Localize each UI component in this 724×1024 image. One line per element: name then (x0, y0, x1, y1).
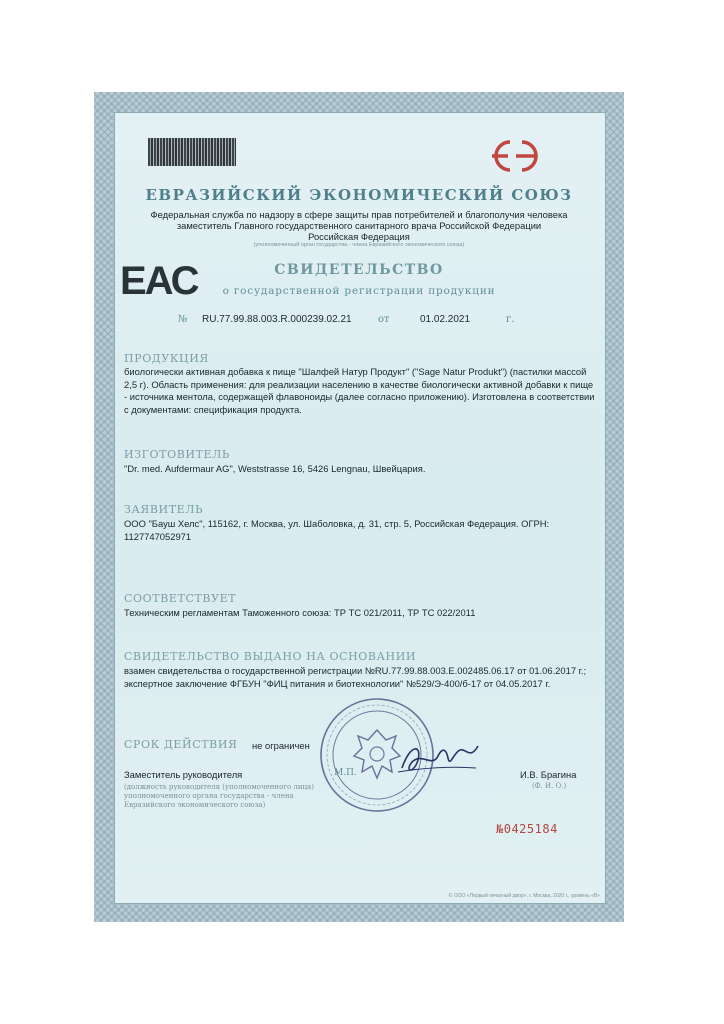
printer-note: © ООО «Первый печатный двор», г. Москва, 2020 г., уровень «В» (448, 893, 600, 899)
serial-number: №0425184 (496, 822, 558, 836)
product-title: ПРОДУКЦИЯ (124, 352, 209, 365)
issuer-line-2: заместитель Главного государственного санитарного врача Российской Федерации (176, 220, 542, 231)
certificate-subtitle: о государственной регистрации продукции (222, 285, 496, 297)
certificate-number: RU.77.99.88.003.R.000239.02.21 (202, 314, 352, 325)
applicant-text: ООО "Бауш Хелс", 115162, г. Москва, ул. Шаболовка, д. 31, стр. 5, Российская Федерация. ОГРН: 1127747052971 (124, 518, 550, 542)
signatory-name: И.В. Брагина (520, 769, 577, 780)
eac-mark: ЕАС (120, 259, 198, 303)
basis-title: СВИДЕТЕЛЬСТВО ВЫДАНО НА ОСНОВАНИИ (124, 650, 417, 663)
year-suffix: г. (506, 314, 515, 325)
barcode (148, 138, 236, 166)
issuer-line-3: Российская Федерация (308, 231, 410, 242)
handwritten-signature (392, 738, 484, 782)
position-caption: (должность руководителя (уполномоченного лица) уполномоченного органа государства - члена Евразийского экономического союза) (124, 783, 314, 809)
conformity-title: СООТВЕТСТВУЕТ (124, 592, 237, 605)
certificate-title: СВИДЕТЕЛЬСТВО (274, 262, 444, 278)
conformity-text: Техническим регламентам Таможенного союза: ТР ТС 021/2011, ТР ТС 022/2011 (124, 607, 476, 618)
signatory-position: Заместитель руководителя (124, 769, 243, 780)
union-name: ЕВРАЗИЙСКИЙ ЭКОНОМИЧЕСКИЙ СОЮЗ (145, 186, 573, 204)
issuer-line-1: Федеральная служба по надзору в сфере защиты прав потребителей и благополучия человека (150, 209, 568, 220)
number-label: № (178, 314, 188, 325)
validity-title: СРОК ДЕЙСТВИЯ (124, 738, 238, 751)
issuer-caption: (уполномоченный орган государства - члена Евразийского экономического союза) (253, 242, 465, 248)
stamp-place-mark: М.П. (334, 768, 357, 778)
validity-value: не ограничен (252, 740, 310, 751)
date-label: от (378, 314, 390, 325)
basis-text: взамен свидетельства о государственной регистрации №RU.77.99.88.003.Е.002485.06.17 от 01.06.2017 г.; экспертное заключение ФГБУН "ФИЦ питания и биотехнологии" №529/Э-400/б-17 от 04.05.2017 г. (124, 665, 587, 689)
fio-caption: (Ф. И. О.) (532, 782, 567, 790)
applicant-title: ЗАЯВИТЕЛЬ (124, 503, 204, 516)
product-text: биологически активная добавка к пище "Шалфей Натур Продукт" ("Sage Natur Produkt") (пастилки массой 2,5 г). Область применения: для реализации населению в качестве биологически активной добавки к пище - источника ментола, содержащей флавоноиды (далее согласно приложению). Изготовлена в соответствии с документами: спецификация продукта. (124, 366, 595, 415)
se-logo (488, 136, 560, 176)
certificate-date: 01.02.2021 (420, 314, 471, 325)
manufacturer-text: "Dr. med. Aufdermaur AG", Weststrasse 16, 5426 Lengnau, Швейцария. (124, 463, 426, 474)
manufacturer-title: ИЗГОТОВИТЕЛЬ (124, 448, 230, 461)
